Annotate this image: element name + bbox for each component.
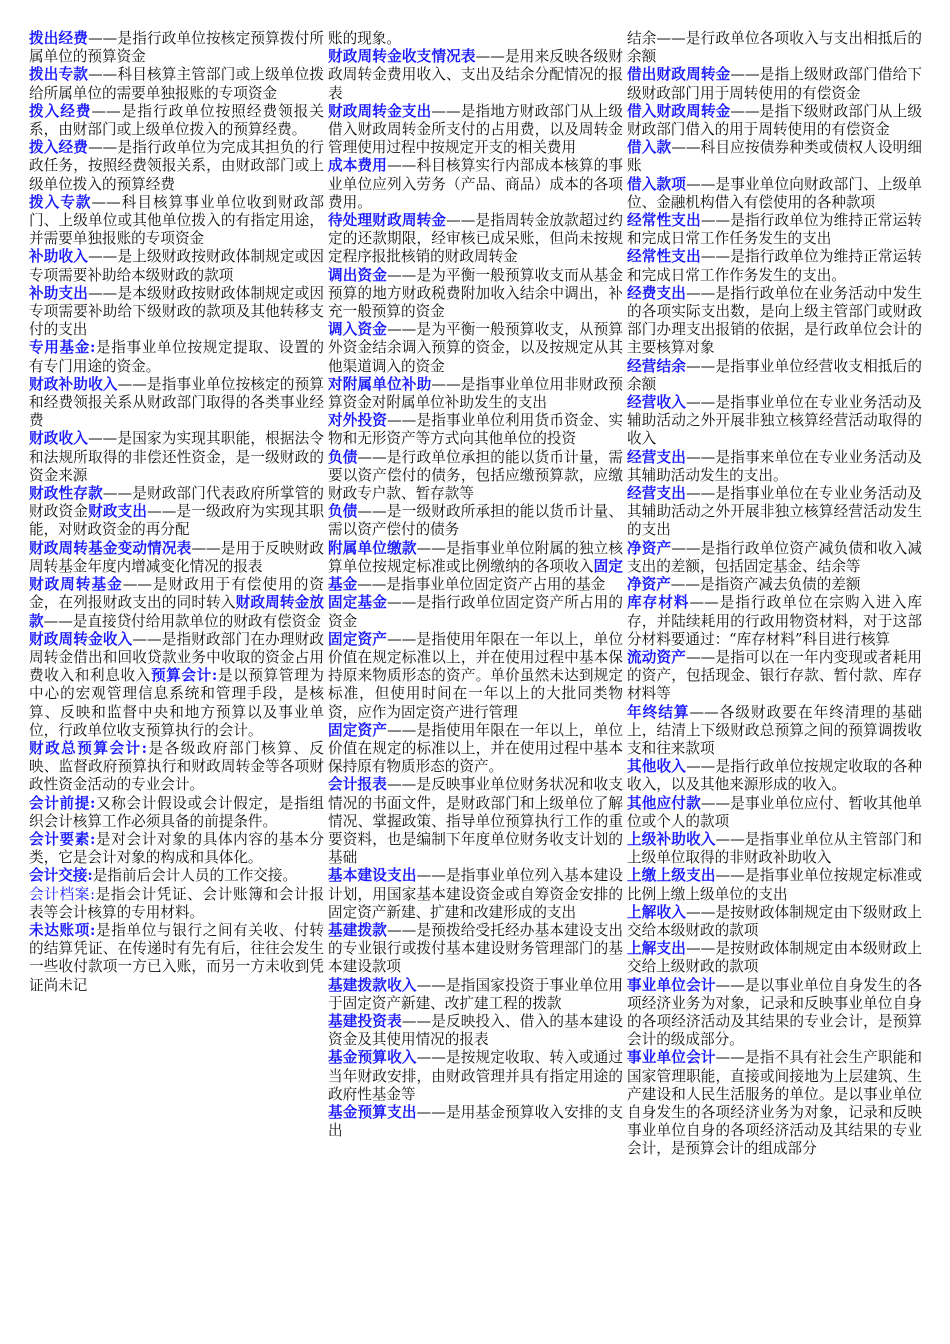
- glossary-term: 补助支出: [29, 284, 89, 302]
- glossary-definition: ——是一级财政所承担的能以货币计量、需以资产偿付的债务: [328, 503, 623, 539]
- glossary-entry: [627, 212, 922, 248]
- glossary-term: 财政周转金支出: [328, 102, 432, 120]
- glossary-term: 经常性支出: [627, 248, 701, 266]
- glossary-definition: ——是指上级财政部门借给下级财政部门用于周转使用的有偿资金: [627, 66, 922, 102]
- glossary-entry: [29, 248, 324, 284]
- glossary-entry: [328, 1049, 623, 1104]
- glossary-entry: [29, 339, 324, 375]
- glossary-entry: [627, 30, 922, 66]
- glossary-term: 对附属单位补助: [328, 375, 432, 393]
- glossary-definition: 是以预算管理为中心的宏观管理信息系统和管理手段，是核算、反映和监督中央和地方预算以及事业单位，行政单位收支预算执行的会计。: [29, 667, 324, 739]
- glossary-term: 专用基金:: [29, 339, 96, 357]
- glossary-term: 上解支出: [627, 940, 687, 958]
- glossary-entry: [627, 831, 922, 867]
- glossary-term: 其他收入: [627, 758, 687, 776]
- glossary-term: 未达账项:: [29, 921, 96, 939]
- glossary-term: 拨出经费: [29, 30, 89, 47]
- glossary-term: 预算会计:: [150, 667, 218, 685]
- glossary-term: 经营支出: [627, 485, 687, 503]
- glossary-term: 基本建设支出: [328, 867, 417, 885]
- glossary-entry: [627, 248, 922, 284]
- glossary-definition: ——是指可以在一年内变现或者耗用的资产，包括现金、银行存款、暂付款、库存材料等: [627, 648, 922, 703]
- glossary-entry: [328, 631, 623, 722]
- glossary-term: 附属单位缴款: [328, 539, 417, 557]
- glossary-term: 拨入专款: [29, 193, 92, 211]
- glossary-entry: [29, 430, 324, 485]
- glossary-entry: [328, 267, 623, 322]
- glossary-entry: [627, 449, 922, 485]
- glossary-term: 其他应付款: [627, 794, 701, 812]
- glossary-term: 补助收入: [29, 248, 89, 266]
- glossary-entry: [328, 922, 623, 977]
- glossary-definition: ——是反映投入、借入的基本建设资金及其使用情况的报表: [328, 1012, 623, 1049]
- glossary-entry: [29, 631, 324, 740]
- glossary-definition: ——是指行政单位固定资产所占用的资金: [328, 594, 623, 630]
- glossary-entry: [627, 649, 922, 704]
- glossary-term: 拨入经费: [29, 102, 92, 120]
- three-column-glossary: [29, 30, 940, 1159]
- glossary-entry: [29, 30, 324, 66]
- glossary-definition: ——是指不具有社会生产职能和国家管理职能，直接或间接地为上层建筑、生产建设和人民生活服务的单位。是以事业单位自身发生的各项经济业务为对象，记录和反映事业单位自身的各项经济活动及其结果的专业会计，是预算会计的组成部分: [627, 1049, 922, 1158]
- glossary-definition: ——是指事业单位用非财政预算资金对附属单位补助发生的支出: [328, 375, 623, 412]
- glossary-term: 经费支出: [627, 284, 687, 302]
- glossary-entry: [328, 1013, 623, 1049]
- glossary-entry: [328, 503, 623, 539]
- glossary-term: 库存材料: [627, 594, 690, 612]
- glossary-term: 固定资产: [328, 721, 388, 739]
- glossary-entry: [627, 867, 922, 903]
- glossary-definition: 是各级政府部门核算、反映、监督政府预算执行和财政周转金等各项财政性资金活动的专业会计。: [29, 739, 324, 794]
- glossary-entry: [627, 358, 922, 394]
- glossary-entry: [29, 376, 324, 431]
- glossary-entry: [29, 285, 324, 340]
- glossary-definition: ——是指事业单位在专业业务活动及其辅助活动之外开展非独立核算经营活动发生的支出: [627, 485, 922, 539]
- glossary-definition: ——各级财政要在年终清理的基础上，结清上下级财政总预算之间的预算调拨收支和往来款项: [627, 703, 922, 757]
- glossary-term: 财政周转金放款: [29, 594, 324, 630]
- glossary-definition: 是指会计凭证、会计账簿和会计报表等会计核算的专用材料。: [29, 885, 324, 921]
- glossary-definition: 又称会计假设或会计假定，是指组织会计核算工作必须具备的前提条件。: [29, 794, 324, 830]
- glossary-term: 负债: [328, 448, 358, 466]
- glossary-entry: [29, 66, 324, 102]
- glossary-entry: [627, 940, 922, 976]
- glossary-definition: ——是以事业单位自身发生的各项经济业务为对象，记录和反映事业单位自身的各项经济活动及其结果的专业会计，是预算会计的级成部分。: [627, 976, 922, 1049]
- glossary-definition: ——是用来反映各级财政周转金费用收入、支出及结余分配情况的报表: [328, 48, 623, 102]
- glossary-definition: ——是指行政单位为完成其担负的行政任务，按照经费领报关系，由财政部门或上级单位拨入的预算经费: [29, 139, 324, 193]
- glossary-definition: ——是按财政体制规定由下级财政上交给本级财政的款项: [627, 903, 922, 939]
- glossary-definition: 账的现象。: [328, 30, 401, 47]
- glossary-definition: ——是一级政府为实现其职能，对财政资金的再分配: [29, 503, 324, 539]
- glossary-definition: ——是指事业单位固定资产占用的基金: [357, 576, 606, 594]
- glossary-definition: ——是指使用年限在一年以上，单位价值在规定的标准以上，并在使用过程中基本保持原有物质形态的资产。: [328, 721, 623, 776]
- glossary-term: 会计报表: [328, 776, 388, 794]
- glossary-entry: [328, 722, 623, 777]
- glossary-term: 财政周转基金变动情况表: [29, 539, 192, 557]
- glossary-entry: [627, 139, 922, 175]
- glossary-definition: 是指前后会计人员的工作交接。: [92, 867, 298, 885]
- glossary-definition: 是对会计对象的具体内容的基本分类，它是会计对象的构成和具体化。: [29, 830, 324, 867]
- column-right: [627, 30, 926, 1159]
- glossary-entry: [627, 103, 922, 139]
- glossary-definition: ——是指行政单位在宗购入进入库存，并陆续耗用的行政用物资材料，对于这部分材料要通过：“库存材料”科目进行核算: [627, 594, 922, 648]
- glossary-definition: 结余——是行政单位各项收入与支出相抵后的余额: [627, 30, 922, 66]
- glossary-term: 事业单位会计: [627, 976, 716, 994]
- glossary-definition: ——是预拨给受托经办基本建设支出的专业银行或拨付基本建设财务管理部门的基本建设款项: [328, 921, 623, 976]
- glossary-entry: [29, 795, 324, 831]
- glossary-entry: [29, 485, 324, 540]
- glossary-definition: ——科目核算主管部门或上级单位拨给所属单位的需要单独报账的专项资金: [29, 66, 324, 102]
- glossary-entry: [627, 1049, 922, 1158]
- glossary-definition: ——是用基金预算收入安排的支出: [328, 1103, 623, 1140]
- glossary-entry: [29, 576, 324, 631]
- glossary-definition: ——是用于反映财政周转基金年度内增减变化情况的报表: [29, 539, 324, 575]
- glossary-definition: ——是按规定收取、转入或通过当年财政安排，由财政管理并具有指定用途的政府性基金等: [328, 1049, 623, 1103]
- glossary-term: 借入款: [627, 139, 672, 157]
- glossary-entry: [627, 977, 922, 1050]
- glossary-term: 财政周转金收支情况表: [328, 48, 476, 66]
- glossary-definition: ——是指事业单位从主管部门和上级单位取得的非财政补助收入: [627, 830, 922, 867]
- glossary-term: 经营收入: [627, 394, 687, 412]
- glossary-definition: ——是指行政单位为维持正常运转和完成日常工作任务发生的支出: [627, 212, 922, 248]
- glossary-definition: ——科目应按债券种类或债权人设明细账: [627, 139, 922, 175]
- glossary-entry: [627, 394, 922, 449]
- glossary-term: 拨入经费: [29, 139, 89, 157]
- glossary-term: 基金预算收入: [328, 1049, 417, 1067]
- glossary-term: 基金预算支出: [328, 1103, 417, 1121]
- glossary-entry: [29, 886, 324, 922]
- glossary-term: 调出资金: [328, 266, 388, 284]
- glossary-entry: [328, 449, 623, 504]
- glossary-term: 经营结余: [627, 357, 687, 375]
- glossary-definition: ——是指事业单位经营收支相抵后的余额: [627, 357, 922, 393]
- glossary-definition: ——是为平衡一般预算收支而从基金预算的地方财政税费附加收入结余中调出，补充一般预算的资金: [328, 266, 623, 321]
- glossary-definition: ——是财政用于有偿使用的资金，在列报财政支出的同时转入: [29, 576, 324, 612]
- glossary-term: 会计交接:: [29, 867, 93, 885]
- column-middle: [328, 30, 627, 1159]
- glossary-term: 净资产: [627, 576, 671, 594]
- glossary-entry: [328, 212, 623, 267]
- column-left: [29, 30, 328, 1159]
- glossary-term: 成本费用: [328, 157, 388, 175]
- glossary-entry: [328, 776, 623, 867]
- glossary-entry: [328, 103, 623, 158]
- glossary-term: 借入款项: [627, 175, 687, 193]
- glossary-entry: [627, 540, 922, 576]
- glossary-definition: ——是反映事业单位财务状况和收支情况的书面文件，是财政部门和上级单位了解情况、掌握政策、指导单位预算执行工作的重要资料，也是编制下年度单位财务收支计划的基础: [328, 776, 623, 867]
- glossary-entry: [29, 139, 324, 194]
- glossary-term: 年终结算: [627, 703, 690, 721]
- glossary-term: 经常性支出: [627, 212, 701, 230]
- glossary-entry: [627, 66, 922, 102]
- glossary-definition: ——是指事业单位列入基本建设计划，用国家基本建设资金或自筹资金安排的固定资产新建、扩建和改建形成的支出: [328, 867, 623, 921]
- glossary-entry: [627, 176, 922, 212]
- glossary-entry: [328, 412, 623, 448]
- glossary-definition: 是指单位与银行之间有关收、付转的结算凭证、在传递时有先有后，往往会发生一些收付款项一方已入账，而另一方未收到凭证尚未记: [29, 921, 324, 994]
- glossary-term: 财政支出: [88, 503, 148, 521]
- glossary-entry: [328, 321, 623, 376]
- glossary-term: 固定资产: [328, 630, 388, 648]
- glossary-definition: ——是指国家投资于事业单位用于固定资产新建、改扩建工程的拨款: [328, 976, 623, 1012]
- glossary-entry: [29, 740, 324, 795]
- glossary-definition: ——是指周转金放款超过约定的还款期限，经审核已成呆账，但尚未按规定程序报批核销的财政周转金: [328, 212, 623, 266]
- glossary-term: 经营支出: [627, 448, 687, 466]
- glossary-definition: ——是为平衡一般预算收支，从预算外资金结余调入预算的资金，以及按规定从其他渠道调入的资金: [328, 321, 623, 375]
- glossary-term: 负债: [328, 503, 358, 521]
- glossary-term: 会计前提:: [29, 794, 96, 812]
- glossary-term: 上解收入: [627, 903, 687, 921]
- glossary-term: 财政周转基金: [29, 576, 123, 594]
- glossary-term: 借出财政周转金: [627, 66, 731, 84]
- glossary-definition: ——是指事业单位利用货币资金、实物和无形资产等方式向其他单位的投资: [328, 412, 623, 448]
- glossary-term: 基建拨款: [328, 921, 388, 939]
- glossary-definition: ——科目核算事业单位收到财政部门、上级单位或其他单位拨入的有指定用途，并需要单独报账的专项资金: [29, 193, 324, 248]
- glossary-definition: ——是上级财政按财政体制规定或因专项需要补助给本级财政的款项: [29, 248, 324, 284]
- glossary-entry: [328, 867, 623, 922]
- glossary-entry: [29, 831, 324, 867]
- glossary-definition: ——是指事业单位按核定的预算和经费领报关系从财政部门取得的各类事业经费: [29, 375, 324, 430]
- glossary-entry: [627, 795, 922, 831]
- glossary-definition: ——科目核算实行内部成本核算的事业单位应列入劳务（产品、商品）成本的各项费用。: [328, 157, 623, 211]
- glossary-entry: [328, 1104, 623, 1140]
- glossary-definition: ——是财政部门代表政府所掌管的财政资金: [29, 485, 324, 521]
- glossary-entry: [328, 376, 623, 412]
- glossary-entry: [29, 867, 324, 885]
- glossary-definition: ——是指事业单位在专业业务活动及辅助活动之外开展非独立核算经营活动取得的收入: [627, 394, 922, 448]
- glossary-entry: [627, 485, 922, 540]
- glossary-entry: [29, 103, 324, 139]
- glossary-definition: ——是指地方财政部门从上级借入财政周转金所支付的占用费，以及周转金管理使用过程中按规定开支的相关费用: [328, 102, 623, 157]
- glossary-definition: ——是指事来单位在专业业务活动及其辅助活动发生的支出。: [627, 448, 922, 484]
- glossary-entry: [627, 285, 922, 358]
- glossary-definition: ——是本级财政按财政体制规定或因专项需要补助给下级财政的款项及其他转移支付的支出: [29, 284, 324, 339]
- glossary-term: 上缴上级支出: [627, 867, 716, 885]
- glossary-term: 财政周转金收入: [29, 630, 133, 648]
- glossary-term: 基建拨款收入: [328, 976, 417, 994]
- glossary-term: 借入财政周转金: [627, 102, 731, 120]
- glossary-term: 待处理财政周转金: [328, 212, 447, 230]
- glossary-entry: [328, 977, 623, 1013]
- glossary-entry: [29, 922, 324, 995]
- glossary-definition: ——是指使用年限在一年以上，单位价值在规定标准以上，并在使用过程中基本保持原来物质形态的资产。单价虽然未达到规定标准，但使用时间在一年以上的大批同类物资，应作为固定资产进行管理: [328, 630, 623, 721]
- glossary-definition: ——是指行政单位资产减负债和收入减支出的差额，包括固定基金、结余等: [627, 539, 922, 575]
- glossary-definition: ——是指下级财政部门从上级财政部门借入的用于周转使用的有偿资金: [627, 102, 922, 139]
- glossary-definition: ——是指行政单位按规定收取的各种收入，以及其他来源形成的收入。: [627, 758, 922, 794]
- glossary-entry: [328, 157, 623, 212]
- glossary-definition: ——是按财政体制规定由本级财政上交给上级财政的款项: [627, 940, 922, 976]
- glossary-term: 上级补助收入: [627, 830, 716, 848]
- glossary-term: 流动资产: [627, 648, 687, 666]
- glossary-entry: [328, 48, 623, 103]
- glossary-entry: [627, 904, 922, 940]
- glossary-definition: ——是直接贷付给用款单位的财政有偿资金: [43, 612, 321, 630]
- glossary-definition: ——是国家为实现其职能，根据法令和法规所取得的非偿还性资金，是一级财政的资金来源: [29, 430, 324, 484]
- glossary-term: 固定基金: [328, 557, 623, 594]
- glossary-entry: [29, 540, 324, 576]
- glossary-term: 会计档案:: [29, 885, 95, 903]
- glossary-term: 对外投资: [328, 412, 388, 430]
- glossary-entry: [328, 594, 623, 630]
- glossary-term: 财政收入: [29, 430, 89, 448]
- glossary-term: 基建投资表: [328, 1012, 402, 1030]
- glossary-term: 会计要素:: [29, 830, 96, 848]
- glossary-definition: ——是指事业单位按规定标准或比例上缴上级单位的支出: [627, 867, 922, 903]
- glossary-entry: [328, 30, 623, 48]
- glossary-term: 拨出专款: [29, 66, 89, 84]
- glossary-entry: [627, 704, 922, 759]
- glossary-entry: [627, 758, 922, 794]
- glossary-definition: ——是指财政部门在办理财政周转金借出和回收贷款业务中收取的资金占用费收入和利息收入: [29, 630, 324, 685]
- glossary-term: 事业单位会计: [627, 1049, 716, 1067]
- glossary-definition: ——是指行政单位为维持正常运转和完成日常工作作务发生的支出。: [627, 248, 922, 284]
- glossary-entry: [328, 540, 623, 595]
- glossary-term: 净资产: [627, 539, 672, 557]
- glossary-entry: [29, 194, 324, 249]
- glossary-term: 财政性存款: [29, 485, 103, 503]
- glossary-entry: [627, 594, 922, 649]
- glossary-term: 财政总预算会计:: [29, 739, 148, 757]
- glossary-definition: ——是指资产减去负债的差额: [670, 576, 861, 594]
- glossary-definition: ——是行政单位承担的能以货币计量，需要以资产偿付的债务，包括应缴预算款，应缴财政专户款、暂存款等: [328, 448, 623, 503]
- glossary-definition: ——是指行政单位按核定预算拨付所属单位的预算资金: [29, 30, 324, 66]
- glossary-term: 调入资金: [328, 321, 388, 339]
- glossary-definition: ——是指事业单位附属的独立核算单位按规定标准或比例缴纳的各项收入: [328, 539, 623, 575]
- glossary-definition: ——是事业单位应付、暂收其他单位或个人的款项: [627, 794, 922, 830]
- glossary-definition: ——是指行政单位在业务活动中发生的各项实际支出数，是向上级主管部门或财政部门办理支出报销的依据，是行政单位会计的主要核算对象: [627, 284, 922, 357]
- glossary-entry: [627, 576, 922, 594]
- glossary-definition: ——是事业单位向财政部门、上级单位、金融机构借入有偿使用的各种款项: [627, 175, 922, 211]
- glossary-term: 固定基金: [328, 594, 388, 612]
- glossary-definition: 是指事业单位按规定提取、设置的有专门用途的资金。: [29, 339, 324, 375]
- glossary-term: 财政补助收入: [29, 375, 118, 393]
- glossary-definition: ——是指行政单位按照经费领报关系，由财部门或上级单位拨入的预算经费。: [29, 102, 324, 139]
